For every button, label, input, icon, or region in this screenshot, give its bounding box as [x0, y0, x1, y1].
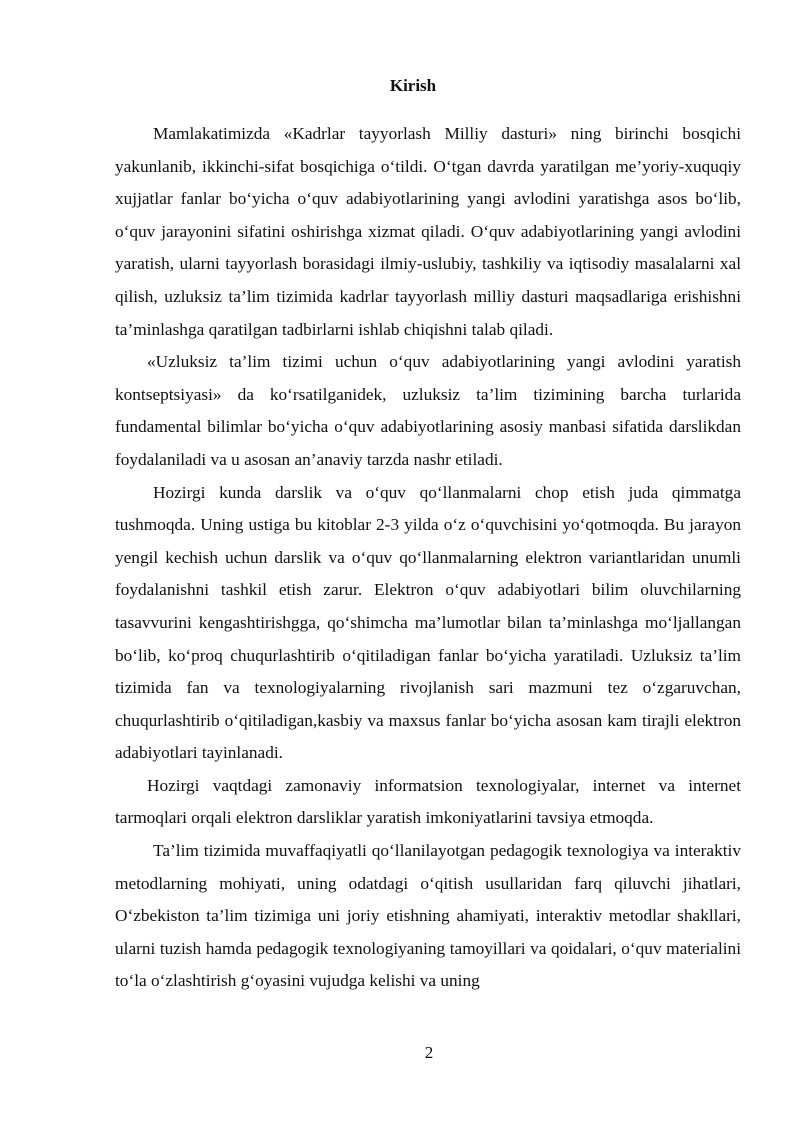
paragraph-3: Hozirgi kunda darslik va o‘quv qo‘llanmalarni chop etish juda qimmatga tushmoqda. Uning ustiga bu kitoblar 2-3 yilda o‘z o‘quvchisini yo‘qotmoqda. Bu jarayon yengil kechish uchun darslik va o‘quv qo‘llanmalarning elektron variantlaridan unumli foydalanishni tashkil etish zarur. Elektron o‘quv adabiyotlari bilim oluvchilarning tasavvurini kengashtirishgga, qo‘shimcha ma’lumotlar bilan ta’minlashga mo‘ljallangan bo‘lib, ko‘proq chuqurlashtirib o‘qitiladigan fanlar bo‘yicha yaratiladi. Uzluksiz ta’lim tizimida fan va texnologiyalarning rivojlanish sari mazmuni tez o‘zgaruvchan, chuqurlashtirib o‘qitiladigan,kasbiy va maxsus fanlar bo‘yicha asosan kam tirajli elektron adabiyotlari tayinlanadi.	[115, 482, 741, 763]
paragraph-2: «Uzluksiz ta’lim tizimi uchun o‘quv adabiyotlarining yangi avlodini yaratish kontseptsiyasi» da ko‘rsatilganidek, uzluksiz ta’lim tizimining barcha turlarida fundamental bilimlar bo‘yicha o‘quv adabiyotlarining asosiy manbasi sifatida darslikdan foydalaniladi va u asosan an’anaviy tarzda nashr etiladi.	[115, 352, 741, 469]
page-title: Kirish	[389, 76, 437, 95]
page-number: 2	[424, 1043, 434, 1062]
paragraph-1: Mamlakatimizda «Kadrlar tayyorlash Milliy dasturi» ning birinchi bosqichi yakunlanib, ikkinchi-sifat bosqichiga o‘tildi. O‘tgan davrda yaratilgan me’yoriy-xuquqiy xujjatlar fanlar bo‘yicha o‘quv adabiyotlarining yangi avlodini yaratishga asos bo‘lib, o‘quv jarayonini sifatini oshirishga xizmat qiladi. O‘quv adabiyotlarining yangi avlodini yaratish, ularni tayyorlash borasidagi ilmiy-uslubiy, tashkiliy va iqtisodiy masalalarni xal qilish, uzluksiz ta’lim tizimida kadrlar tayyorlash milliy dasturi maqsadlariga erishishni ta’minlashga qaratilgan tadbirlarni ishlab chiqishni talab qiladi.	[115, 124, 741, 339]
paragraph-4: Hozirgi vaqtdagi zamonaviy informatsion texnologiyalar, internet va internet tarmoqlari orqali elektron darsliklar yaratish imkoniyatlarini tavsiya etmoqda.	[115, 775, 741, 828]
paragraph-5: Ta’lim tizimida muvaffaqiyatli qo‘llanilayotgan pedagogik texnologiya va interaktiv metodlarning mohiyati, uning odatdagi o‘qitish usullaridan farq qiluvchi jihatlari, O‘zbekiston ta’lim tizimiga uni joriy etishning ahamiyati, interaktiv metodlar shakllari, ularni tuzish hamda pedagogik texnologiyaning tamoyillari va qoidalari, o‘quv materialini to‘la o‘zlashtirish g‘oyasini vujudga kelishi va uning	[115, 841, 741, 991]
document-body	[115, 118, 741, 998]
